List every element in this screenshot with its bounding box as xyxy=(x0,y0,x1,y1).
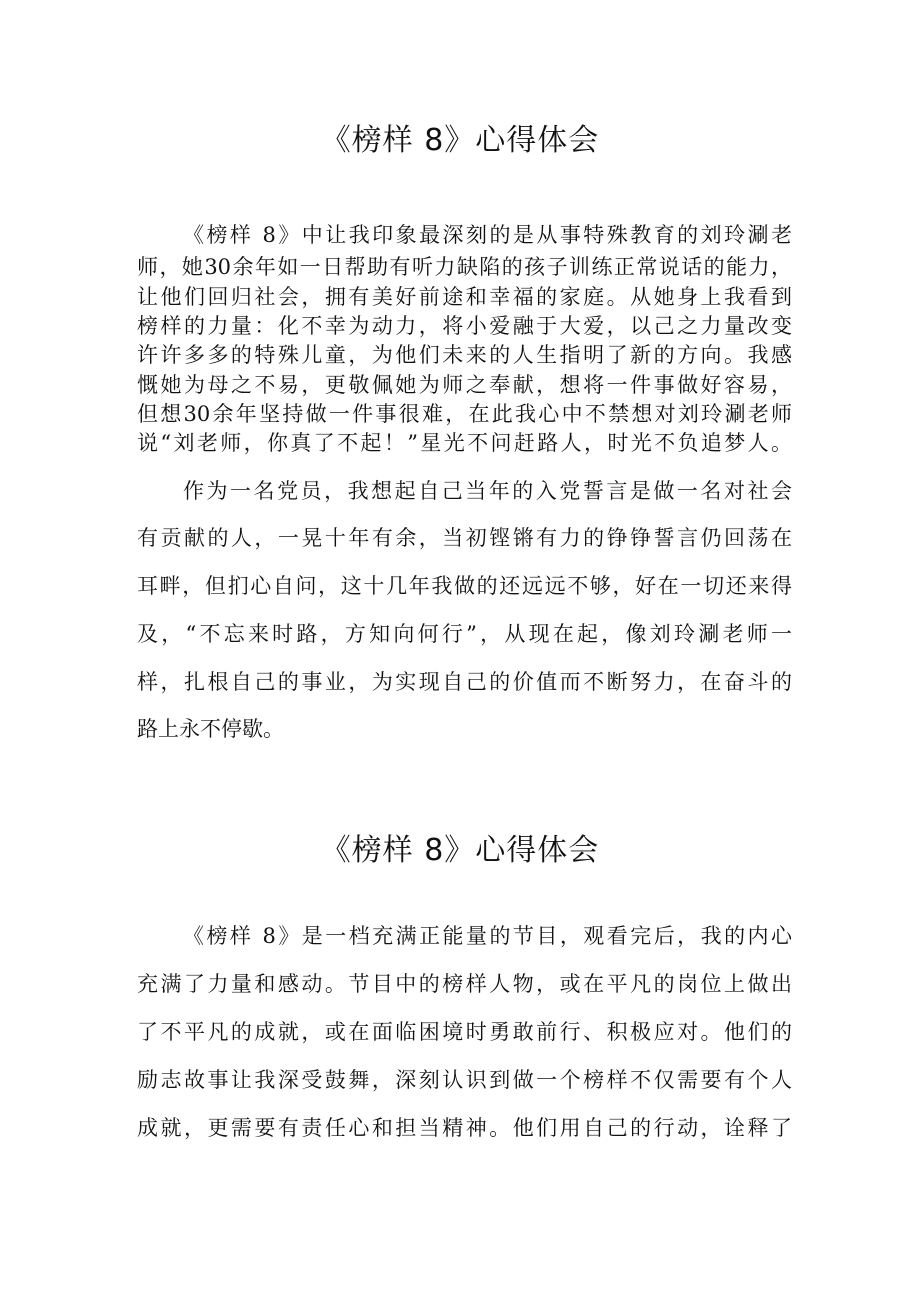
article1-p2-line-4: 及，“不忘来时路，方知向何行”，从现在起，像刘玲涮老师一 xyxy=(137,622,792,646)
article1-p2-line-3: 耳畔，但扪心自问，这十几年我做的还远远不够，好在一切还来得 xyxy=(137,574,792,598)
article1-p1-line-3: 让他们回归社会，拥有美好前途和幸福的家庭。从她身上我看到 xyxy=(137,285,792,309)
article1-p1-line-4: 榜样的力量：化不幸为动力，将小爱融于大爱，以己之力量改变 xyxy=(137,314,792,338)
article1-p1-line-8: 说“刘老师，你真了不起！”星光不问赶路人，时光不负追梦人。 xyxy=(137,431,792,455)
article1-p1-line-7: 但想30余年坚持做一件事很难，在此我心中不禁想对刘玲涮老师 xyxy=(137,402,792,426)
article1-p1-line-1: 《榜样 8》中让我印象最深刻的是从事特殊教育的刘玲涮老 xyxy=(183,223,792,247)
article1-p2-line-1: 作为一名党员，我想起自己当年的入党誓言是做一名对社会 xyxy=(183,479,792,503)
article2-p1-line-5: 成就，更需要有责任心和担当精神。他们用自己的行动，诠释了 xyxy=(137,1116,792,1140)
article2-p1-line-4: 励志故事让我深受鼓舞，深刻认识到做一个榜样不仅需要有个人 xyxy=(137,1068,792,1092)
article2-p1-line-2: 充满了力量和感动。节目中的榜样人物，或在平凡的岗位上做出 xyxy=(137,972,792,996)
article1-p2-line-6: 路上永不停歇。 xyxy=(137,717,284,741)
article1-p1-line-5: 许许多多的特殊儿童，为他们未来的人生指明了新的方向。我感 xyxy=(137,343,792,367)
article1-p2-line-2: 有贡献的人，一晃十年有余，当初铿锵有力的铮铮誓言仍回荡在 xyxy=(137,526,792,550)
article1-p2-line-5: 样，扎根自己的事业，为实现自己的价值而不断努力，在奋斗的 xyxy=(137,670,792,694)
article2-title: 《榜样 8》心得体会 xyxy=(320,833,600,868)
article1-title: 《榜样 8》心得体会 xyxy=(320,123,600,158)
article2-p1-line-1: 《榜样 8》是一档充满正能量的节目，观看完后，我的内心 xyxy=(183,924,792,948)
article1-p1-line-2: 师，她30余年如一日帮助有听力缺陷的孩子训练正常说话的能力， xyxy=(137,255,792,279)
article2-p1-line-3: 了不平凡的成就，或在面临困境时勇敢前行、积极应对。他们的 xyxy=(137,1020,792,1044)
article1-p1-line-6: 慨她为母之不易，更敬佩她为师之奉献，想将一件事做好容易， xyxy=(137,373,792,397)
